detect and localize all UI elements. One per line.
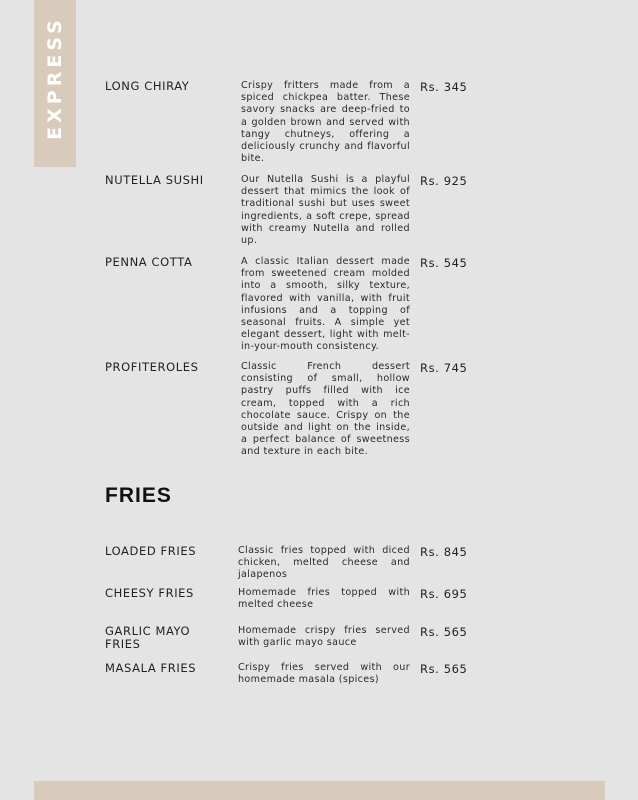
menu-item-price: Rs. 925 [420,174,468,188]
menu-item-name: NUTELLA SUSHI [105,173,204,187]
menu-item-price: Rs. 565 [420,625,468,639]
menu-item-name: LONG CHIRAY [105,79,190,93]
footer-bar [34,781,605,800]
menu-item-price: Rs. 695 [420,587,468,601]
menu-item-price: Rs. 845 [420,545,468,559]
side-tab-label: EXPRESS [44,16,66,140]
section-title: FRIES [105,484,172,507]
menu-item-price: Rs. 545 [420,256,468,270]
menu-item-price: Rs. 745 [420,361,468,375]
menu-item-description: Classic French dessert consisting of small, hollow pastry puffs filled with ice cream, topped with a rich chocolate sauce. Crispy on the outside and light on the inside, a perfect balance of sweetness and texture in each bite. [241,361,410,458]
menu-item-price: Rs. 565 [420,662,468,676]
menu-item-name: PENNA COTTA [105,255,193,269]
menu-item-description: A classic Italian dessert made from sweetened cream molded into a smooth, silky texture, flavored with vanilla, with fruit infusions and a topping of seasonal fruits. A simple yet elegant dessert, light with melt-in-your-mouth consistency. [241,256,410,353]
menu-item-price: Rs. 345 [420,80,468,94]
menu-item-description: Homemade crispy fries served with garlic mayo sauce [238,625,410,649]
menu-item-description: Crispy fritters made from a spiced chickpea batter. These savory snacks are deep-fried to a golden brown and served with tangy chutneys, offering a deliciously crunchy and flavorful bite. [241,80,410,165]
menu-item-name: CHEESY FRIES [105,586,194,600]
menu-item-name: LOADED FRIES [105,544,197,558]
menu-item-description: Classic fries topped with diced chicken, melted cheese and jalapenos [238,545,410,581]
section-side-tab [34,0,76,167]
menu-item-description: Crispy fries served with our homemade masala (spices) [238,662,410,686]
menu-item-name: PROFITEROLES [105,360,199,374]
menu-item-description: Our Nutella Sushi is a playful dessert that mimics the look of traditional sushi but uses sweet ingredients, a soft crepe, spread with creamy Nutella and rolled up. [241,174,410,247]
menu-item-name: MASALA FRIES [105,661,197,675]
menu-item-name: GARLIC MAYO FRIES [105,624,191,651]
menu-item-description: Homemade fries topped with melted cheese [238,587,410,611]
